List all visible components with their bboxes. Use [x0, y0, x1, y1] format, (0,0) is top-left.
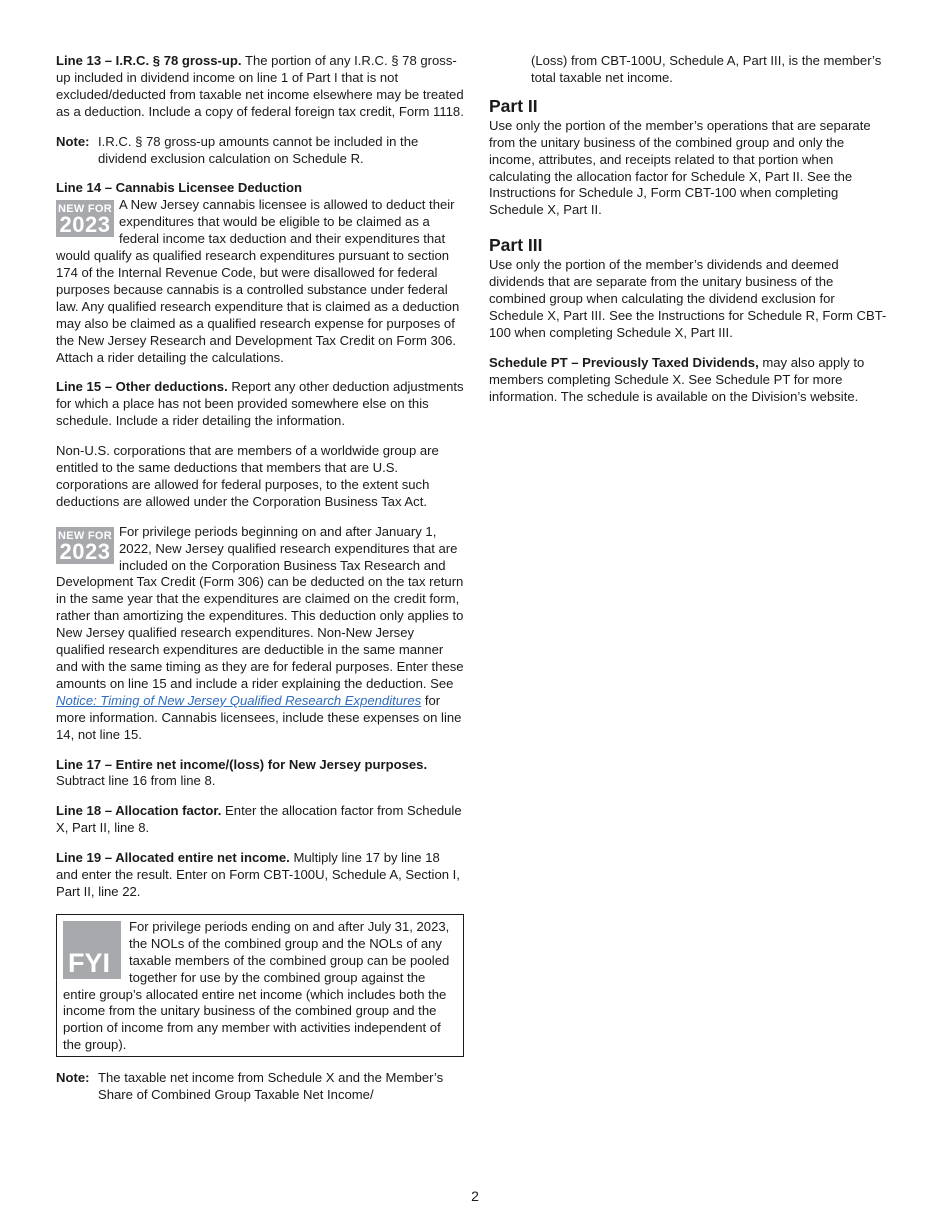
new-for-2023-badge: NEW FOR 2023 — [56, 527, 114, 564]
note-label: Note: — [56, 1070, 90, 1086]
line18-heading: Line 18 – Allocation factor. — [56, 803, 222, 819]
line15-heading: Line 15 – Other deductions. — [56, 379, 228, 395]
schedule-pt-paragraph — [489, 355, 889, 406]
part2-title: Part II — [489, 95, 538, 116]
research-text: For privilege periods beginning on and after January 1, 2022, New Jersey qualified research expenditures that are included on the Corporation Business Tax Research and Development Tax Credit (Form 306) can be deducted on the tax return in the same year that the expenditures are claimed on the credit form, rather than amortizing the expenditures. This deduction only applies to New Jersey qualified research expenditures. Non-New Jersey qualified research expenditures are deductible in the same manner and with the same timing as they are for federal purposes. Enter these amounts on line 15 and include a rider explaining the deduction. See Notice: Timing of New Jersey Qualified Research Expenditures for more information. Cannabis licensees, include these expenses on line 14, not line 15. — [56, 523, 464, 742]
line17-text: Subtract line 16 from line 8. — [56, 773, 216, 789]
line15-paragraph — [56, 379, 464, 430]
part3-text: Use only the portion of the member’s dividends and deemed dividends that are separate from the unitary business of the combined group when calculating the dividend exclusion for Schedule X, Part III. See the Instructions for Schedule R, Form CBT-100 when completing Schedule X, Part III. — [489, 257, 887, 340]
line14-text: A New Jersey cannabis licensee is allowed to deduct their expenditures that would be eligible to be claimed as a federal income tax deduction and their expenditures that would qualify as qualified research expenditures pursuant to section 174 of the Internal Revenue Code, but were disallowed for federal purposes because cannabis is a controlled substance under federal law. Any qualified research expenditure that is claimed as a deduction may also be claimed as a qualified research expense for purposes of the New Jersey Research and Development Tax Credit on Form 306. Attach a rider detailing the calculations. — [56, 197, 460, 365]
note-text: I.R.C. § 78 gross-up amounts cannot be included in the dividend exclusion calculation on Schedule R. — [98, 133, 419, 166]
fyi-text: For privilege periods ending on and after July 31, 2023, the NOLs of the combined group and the NOLs of any taxable members of the combined group can be pooled together for use by the combined group against the entire group’s allocated entire net income (which includes both the income from the unitary business of the combined group and the portion of income from any member with activities independent of the group). — [63, 918, 450, 1053]
part2-text: Use only the portion of the member’s operations that are separate from the unitary business of the combined group and only the income, attributes, and receipts related to that portion when calculating the allocation factor for Schedule X, Part II. See the Instructions for Schedule J, Form CBT-100 when completing Schedule X, Part II. — [489, 117, 871, 218]
note-continuation: (Loss) from CBT-100U, Schedule A, Part III, is the member’s total taxable net income. — [531, 53, 882, 85]
right-column — [489, 53, 889, 419]
schedule-pt-text: may also apply to members completing Schedule X. See Schedule PT for more information. The schedule is available on the Division’s website. — [489, 354, 865, 404]
line13-text: The portion of any I.R.C. § 78 gross-up included in dividend income on line 1 of Part I that is not excluded/deducted from taxable net income elsewhere may be treated as a deduction. Include a copy of federal foreign tax credit, Form 1118. — [56, 53, 464, 119]
line14-heading: Line 14 – Cannabis Licensee Deduction — [56, 180, 302, 196]
page-number: 2 — [471, 1188, 479, 1204]
research-section — [56, 524, 464, 744]
note-taxable-net-income — [56, 1070, 464, 1104]
line17-heading: Line 17 – Entire net income/(loss) for New Jersey purposes. — [56, 756, 428, 772]
part3-title: Part III — [489, 235, 543, 256]
line17-paragraph — [56, 757, 464, 791]
line18-text: Enter the allocation factor from Schedule X, Part II, line 8. — [56, 803, 462, 836]
part2-section — [489, 96, 889, 219]
note-text: The taxable net income from Schedule X and the Member’s Share of Combined Group Taxable Net Income/ — [98, 1070, 444, 1103]
line15-text: Report any other deduction adjustments for which a place has not been provided somewhere else on this schedule. Include a rider detailing the information. — [56, 379, 464, 429]
notice-link[interactable]: Notice: Timing of New Jersey Qualified Research Expenditures — [56, 692, 422, 708]
non-us-paragraph: Non-U.S. corporations that are members of a worldwide group are entitled to the same deductions that members that are U.S. corporations are allowed for federal purposes, to the extent such deductions are allowed under the Corporation Business Tax Act. — [56, 443, 439, 509]
line19-heading: Line 19 – Allocated entire net income. — [56, 850, 290, 866]
note-label: Note: — [56, 133, 90, 149]
note-gross-up — [56, 134, 464, 168]
schedule-pt-heading: Schedule PT – Previously Taxed Dividends, — [489, 354, 759, 370]
line19-paragraph — [56, 850, 464, 901]
line19-text: Multiply line 17 by line 18 and enter the result. Enter on Form CBT-100U, Schedule A, Section I, Part II, line 22. — [56, 850, 460, 899]
line18-paragraph — [56, 803, 464, 837]
fyi-badge: FYI — [63, 921, 121, 979]
fyi-box — [56, 914, 464, 1057]
line14-section — [56, 180, 464, 366]
line13-paragraph — [56, 53, 464, 121]
new-for-2023-badge: NEW FOR 2023 — [56, 200, 114, 237]
left-column — [56, 53, 464, 1104]
part3-section — [489, 235, 889, 342]
line13-heading: Line 13 – I.R.C. § 78 gross-up. — [56, 53, 242, 68]
